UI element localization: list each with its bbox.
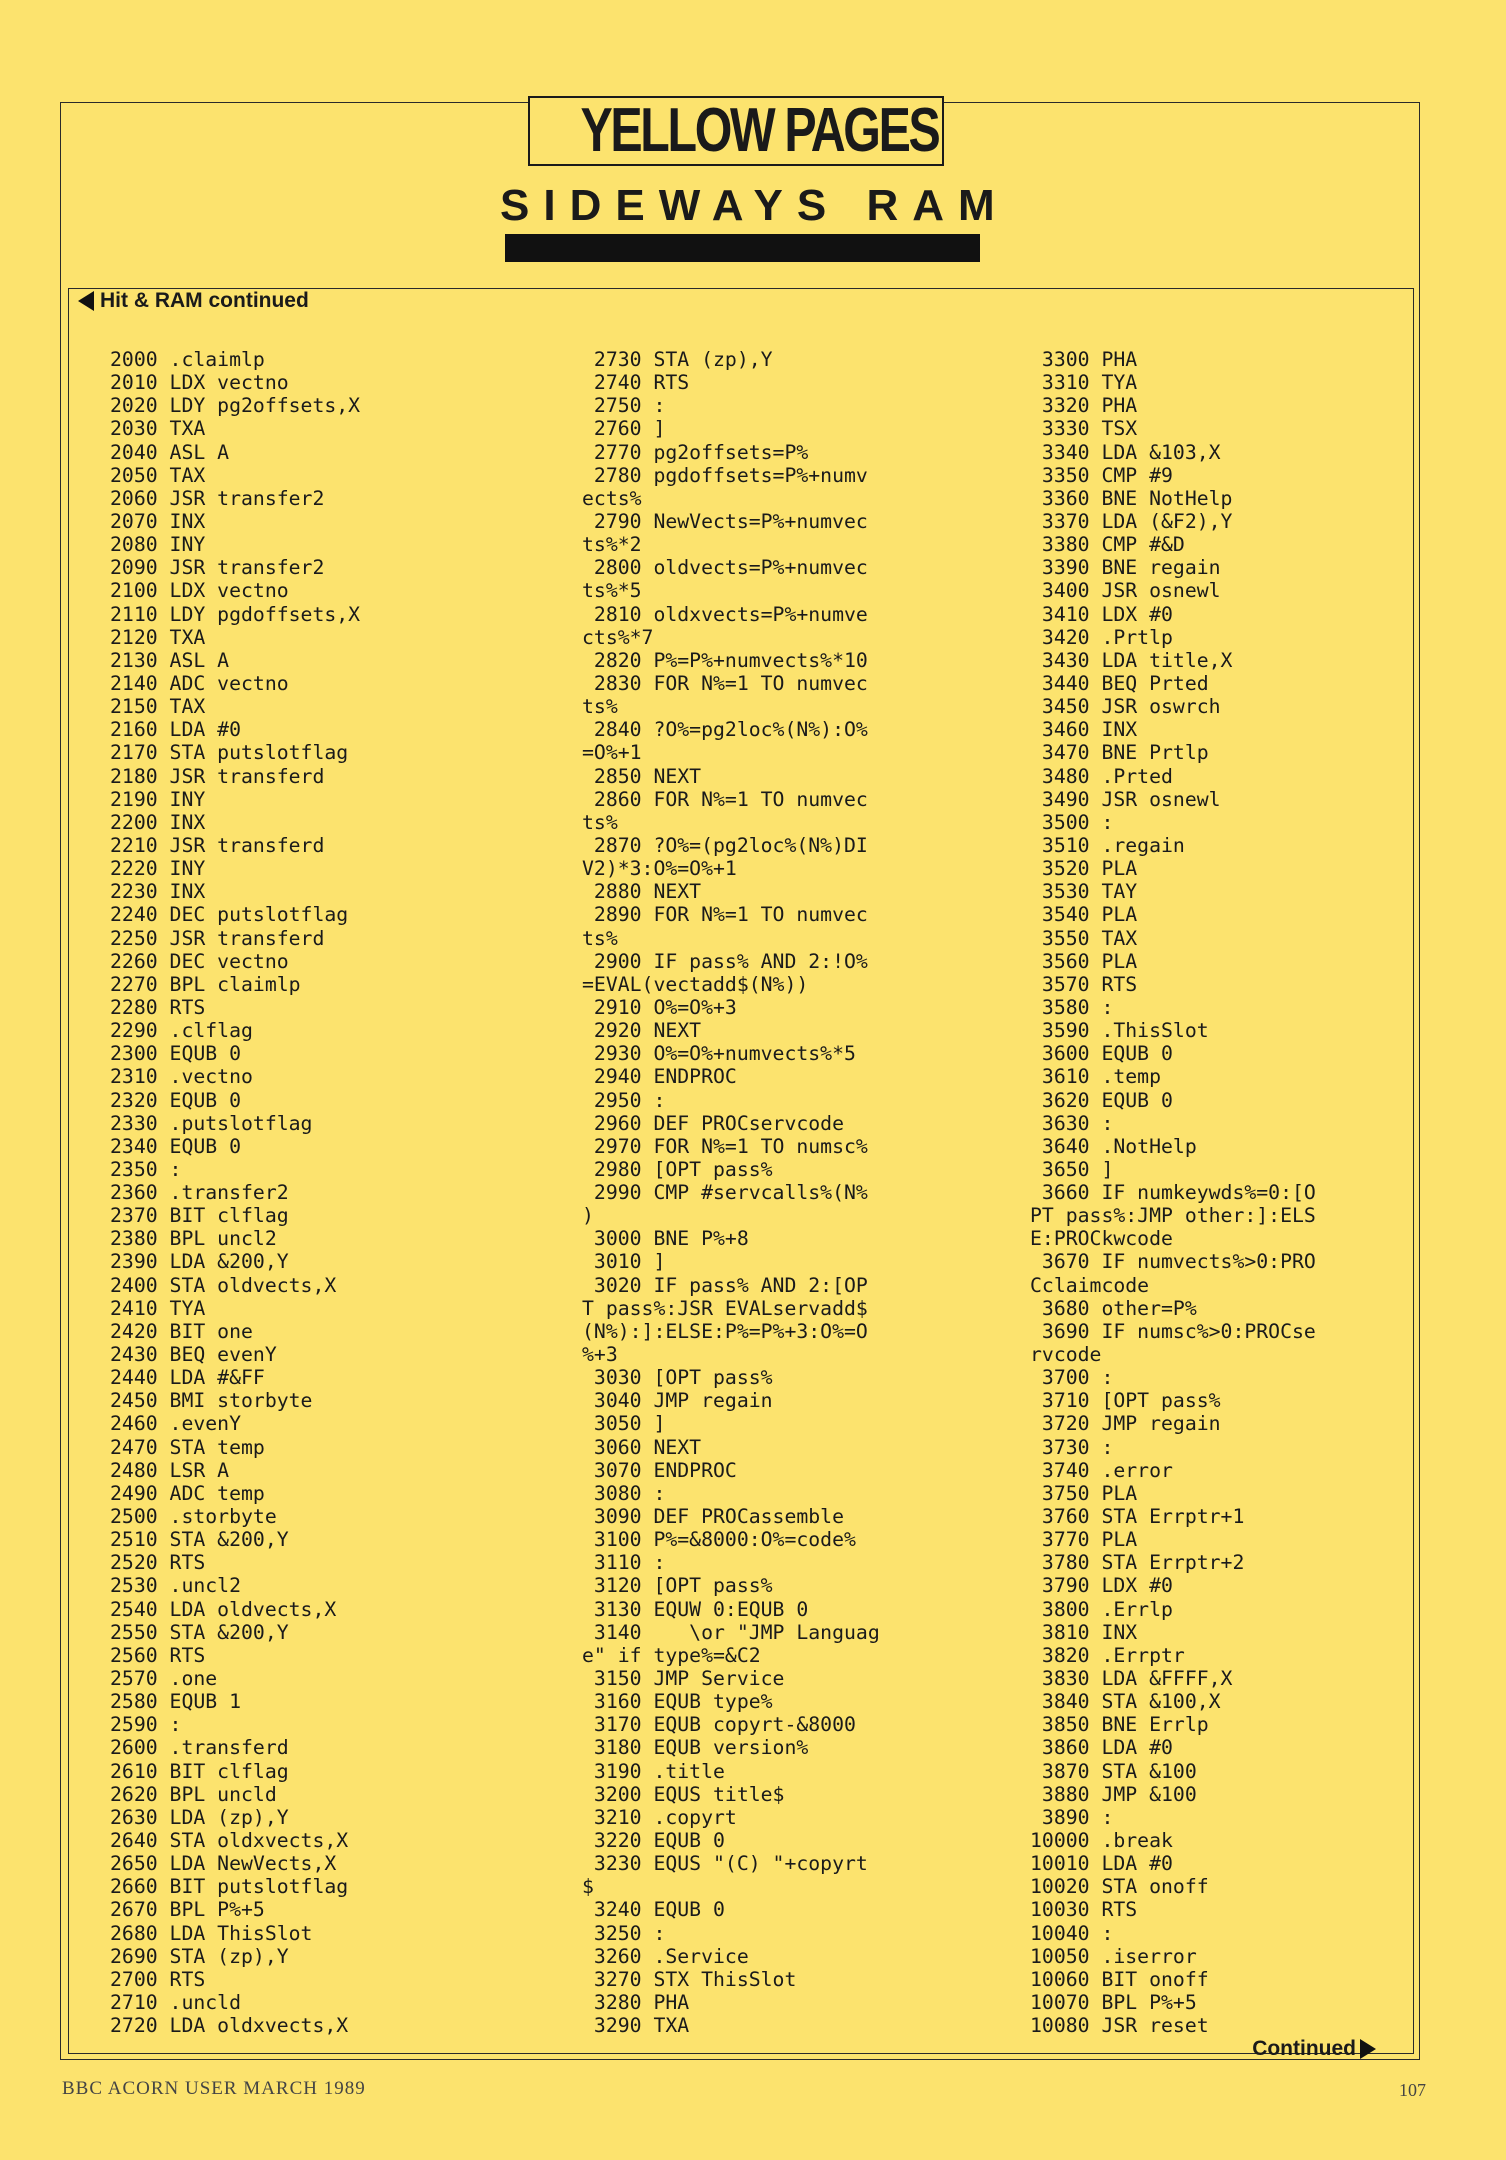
code-column-2 bbox=[582, 348, 880, 2037]
arrow-left-icon bbox=[78, 291, 94, 311]
code-line: 2880 NEXT bbox=[582, 880, 702, 904]
code-line: 2810 oldxvects=P%+numve bbox=[582, 602, 868, 626]
section-bar bbox=[505, 234, 980, 262]
code-line: 3440 BEQ Prted bbox=[1030, 671, 1209, 695]
code-line: 3680 other=P% bbox=[1030, 1296, 1197, 1320]
code-line: 2760 ] bbox=[582, 417, 666, 441]
code-line: 3560 PLA bbox=[1030, 949, 1138, 973]
code-line: 3600 EQUB 0 bbox=[1030, 1042, 1173, 1066]
code-line: 3170 EQUB copyrt-&8000 bbox=[582, 1713, 856, 1737]
code-line: 3520 PLA bbox=[1030, 857, 1138, 881]
code-line: =EVAL(vectadd$(N%)) bbox=[582, 972, 809, 996]
code-line: 2440 LDA #&FF bbox=[110, 1366, 265, 1390]
code-line: 2060 JSR transfer2 bbox=[110, 486, 325, 510]
code-line: 2660 BIT putslotflag bbox=[110, 1875, 349, 1899]
code-line: 3750 PLA bbox=[1030, 1481, 1138, 1505]
code-line: 2720 LDA oldxvects,X bbox=[110, 2014, 349, 2038]
code-line: 2830 FOR N%=1 TO numvec bbox=[582, 671, 868, 695]
code-line: 2850 NEXT bbox=[582, 764, 702, 788]
code-line: 3360 BNE NotHelp bbox=[1030, 486, 1233, 510]
code-line: 3370 LDA (&F2),Y bbox=[1030, 509, 1233, 533]
code-line: 2490 ADC temp bbox=[110, 1481, 265, 1505]
code-line: 3330 TSX bbox=[1030, 417, 1138, 441]
code-line: (N%):]:ELSE:P%=P%+3:O%=O bbox=[582, 1319, 868, 1343]
code-line: 3500 : bbox=[1030, 810, 1114, 834]
code-line: 2540 LDA oldvects,X bbox=[110, 1597, 337, 1621]
code-line: 2840 ?O%=pg2loc%(N%):O% bbox=[582, 718, 868, 742]
code-line: 3140 \or "JMP Languag bbox=[582, 1620, 880, 1644]
code-line: 2330 .putslotflag bbox=[110, 1111, 313, 1135]
code-line: 3200 EQUS title$ bbox=[582, 1782, 785, 1806]
section-title: SIDEWAYS RAM bbox=[500, 181, 1009, 230]
code-line: 3420 .Prtlp bbox=[1030, 625, 1173, 649]
code-line: 2940 ENDPROC bbox=[582, 1065, 737, 1089]
page-number: 107 bbox=[1399, 2080, 1426, 2100]
code-line: 10060 BIT onoff bbox=[1030, 1967, 1209, 1991]
code-line: 2590 : bbox=[110, 1713, 182, 1737]
code-line: 3410 LDX #0 bbox=[1030, 602, 1173, 626]
code-line: 10050 .iserror bbox=[1030, 1944, 1197, 1968]
code-line: 2790 NewVects=P%+numvec bbox=[582, 509, 868, 533]
code-line: 3890 : bbox=[1030, 1805, 1114, 1829]
code-line: 2900 IF pass% AND 2:!O% bbox=[582, 949, 868, 973]
code-line: 3760 STA Errptr+1 bbox=[1030, 1505, 1245, 1529]
code-line: %+3 bbox=[582, 1343, 618, 1367]
code-line: ts% bbox=[582, 810, 618, 834]
code-line: 3670 IF numvects%>0:PRO bbox=[1030, 1250, 1316, 1274]
code-line: rvcode bbox=[1030, 1343, 1102, 1367]
code-line: 2560 RTS bbox=[110, 1643, 206, 1667]
code-line: 2820 P%=P%+numvects%*10 bbox=[582, 648, 868, 672]
code-line: 2010 LDX vectno bbox=[110, 371, 289, 395]
masthead-title: YELLOW PAGES bbox=[580, 96, 939, 165]
code-line: 3690 IF numsc%>0:PROCse bbox=[1030, 1319, 1316, 1343]
code-line: cts%*7 bbox=[582, 625, 654, 649]
code-line: 3470 BNE Prtlp bbox=[1030, 741, 1209, 765]
code-line: 2970 FOR N%=1 TO numsc% bbox=[582, 1134, 868, 1158]
code-column-3 bbox=[1030, 348, 1316, 2037]
code-line: 3270 STX ThisSlot bbox=[582, 1967, 797, 1991]
code-line: 3570 RTS bbox=[1030, 972, 1138, 996]
code-line: 2050 TAX bbox=[110, 463, 206, 487]
code-line: 2500 .storbyte bbox=[110, 1505, 277, 1529]
code-line: 3220 EQUB 0 bbox=[582, 1829, 725, 1852]
code-line: 2910 O%=O%+3 bbox=[582, 995, 737, 1019]
code-line: 2310 .vectno bbox=[110, 1065, 253, 1089]
publication-footer: BBC ACORN USER MARCH 1989 bbox=[62, 2078, 366, 2099]
code-line: 3130 EQUW 0:EQUB 0 bbox=[582, 1597, 809, 1621]
code-line: 3050 ] bbox=[582, 1412, 666, 1436]
code-line: 3380 CMP #&D bbox=[1030, 533, 1185, 557]
code-line: 3450 JSR oswrch bbox=[1030, 695, 1221, 719]
code-line: 3430 LDA title,X bbox=[1030, 648, 1233, 672]
continued-next-label bbox=[1252, 2034, 1376, 2064]
code-line: 3610 .temp bbox=[1030, 1065, 1162, 1089]
code-line: 2100 LDX vectno bbox=[110, 579, 289, 603]
code-line: 10030 RTS bbox=[1030, 1898, 1138, 1922]
code-line: 3720 JMP regain bbox=[1030, 1412, 1221, 1436]
code-line: 2120 TXA bbox=[110, 625, 206, 649]
code-line: ts%*2 bbox=[582, 533, 642, 557]
code-line: 3770 PLA bbox=[1030, 1528, 1138, 1552]
code-line: 2700 RTS bbox=[110, 1967, 206, 1991]
code-line: 2550 STA &200,Y bbox=[110, 1620, 289, 1644]
code-line: 2640 STA oldxvects,X bbox=[110, 1829, 349, 1852]
code-line: 2410 TYA bbox=[110, 1296, 206, 1320]
code-line: 2800 oldvects=P%+numvec bbox=[582, 556, 868, 580]
arrow-right-icon bbox=[1360, 2039, 1376, 2059]
code-line: 2480 LSR A bbox=[110, 1458, 230, 1482]
code-line: 2360 .transfer2 bbox=[110, 1181, 289, 1205]
code-line: 3740 .error bbox=[1030, 1458, 1173, 1482]
code-line: =O%+1 bbox=[582, 741, 642, 765]
code-line: ) bbox=[582, 1204, 594, 1228]
code-line: 2870 ?O%=(pg2loc%(N%)DI bbox=[582, 833, 868, 857]
code-line: 2920 NEXT bbox=[582, 1019, 702, 1043]
code-line: 3190 .title bbox=[582, 1759, 725, 1783]
code-line: 10010 LDA #0 bbox=[1030, 1852, 1173, 1876]
code-line: 2780 pgdoffsets=P%+numv bbox=[582, 463, 868, 487]
code-line: 10000 .break bbox=[1030, 1829, 1173, 1852]
code-line: 3540 PLA bbox=[1030, 903, 1138, 927]
code-line: 2670 BPL P%+5 bbox=[110, 1898, 265, 1922]
code-line: 3550 TAX bbox=[1030, 926, 1138, 950]
code-line: 2520 RTS bbox=[110, 1551, 206, 1575]
code-line: 3870 STA &100 bbox=[1030, 1759, 1197, 1783]
masthead bbox=[528, 96, 944, 166]
code-line: 3300 PHA bbox=[1030, 348, 1138, 371]
continued-from-text: Hit & RAM continued bbox=[100, 289, 309, 312]
code-line: 3630 : bbox=[1030, 1111, 1114, 1135]
code-line: 10070 BPL P%+5 bbox=[1030, 1990, 1197, 2014]
code-line: 3480 .Prted bbox=[1030, 764, 1173, 788]
code-line: 3120 [OPT pass% bbox=[582, 1574, 773, 1598]
code-line: 3030 [OPT pass% bbox=[582, 1366, 773, 1390]
code-line: 3100 P%=&8000:O%=code% bbox=[582, 1528, 856, 1552]
code-line: 2690 STA (zp),Y bbox=[110, 1944, 289, 1968]
code-line: 2770 pg2offsets=P% bbox=[582, 440, 809, 464]
code-line: V2)*3:O%=O%+1 bbox=[582, 857, 737, 881]
code-line: 3230 EQUS "(C) "+copyrt bbox=[582, 1852, 868, 1876]
code-line: 3640 .NotHelp bbox=[1030, 1134, 1197, 1158]
code-line: 2750 : bbox=[582, 394, 666, 418]
code-line: 3860 LDA #0 bbox=[1030, 1736, 1173, 1760]
code-line: 3160 EQUB type% bbox=[582, 1690, 773, 1714]
code-line: 2620 BPL uncld bbox=[110, 1782, 277, 1806]
code-line: 3260 .Service bbox=[582, 1944, 749, 1968]
code-line: 2960 DEF PROCservcode bbox=[582, 1111, 845, 1135]
code-line: 3150 JMP Service bbox=[582, 1667, 785, 1691]
code-line: 2040 ASL A bbox=[110, 440, 230, 464]
code-line: 2290 .clflag bbox=[110, 1019, 253, 1043]
code-line: 2470 STA temp bbox=[110, 1435, 265, 1459]
code-line: 3590 .ThisSlot bbox=[1030, 1019, 1209, 1043]
code-line: 2080 INY bbox=[110, 533, 206, 557]
code-line: 2210 JSR transferd bbox=[110, 833, 325, 857]
code-line: ts% bbox=[582, 926, 618, 950]
code-line: 2450 BMI storbyte bbox=[110, 1389, 313, 1413]
code-line: 2250 JSR transferd bbox=[110, 926, 325, 950]
code-line: 2580 EQUB 1 bbox=[110, 1690, 242, 1714]
code-line: 3250 : bbox=[582, 1921, 666, 1945]
code-line: PT pass%:JMP other:]:ELS bbox=[1030, 1204, 1316, 1228]
code-line: 3180 EQUB version% bbox=[582, 1736, 809, 1760]
code-line: 2510 STA &200,Y bbox=[110, 1528, 289, 1552]
code-line: 10040 : bbox=[1030, 1921, 1114, 1945]
code-line: 3650 ] bbox=[1030, 1157, 1114, 1181]
code-line: 2400 STA oldvects,X bbox=[110, 1273, 337, 1297]
code-line: 10020 STA onoff bbox=[1030, 1875, 1209, 1899]
code-line: 2990 CMP #servcalls%(N% bbox=[582, 1181, 868, 1205]
code-line: 2270 BPL claimlp bbox=[110, 972, 301, 996]
code-line: 2180 JSR transferd bbox=[110, 764, 325, 788]
code-line: 2130 ASL A bbox=[110, 648, 230, 672]
code-line: 3510 .regain bbox=[1030, 833, 1185, 857]
code-line: 2630 LDA (zp),Y bbox=[110, 1805, 289, 1829]
code-line: 3460 INX bbox=[1030, 718, 1138, 742]
code-line: 3790 LDX #0 bbox=[1030, 1574, 1173, 1598]
code-line: 2230 INX bbox=[110, 880, 206, 904]
code-line: 2650 LDA NewVects,X bbox=[110, 1852, 337, 1876]
code-line: 10080 JSR reset bbox=[1030, 2014, 1209, 2038]
code-line: 2890 FOR N%=1 TO numvec bbox=[582, 903, 868, 927]
code-line: 2740 RTS bbox=[582, 371, 690, 395]
code-line: 2930 O%=O%+numvects%*5 bbox=[582, 1042, 856, 1066]
code-line: 2600 .transferd bbox=[110, 1736, 289, 1760]
code-line: 2280 RTS bbox=[110, 995, 206, 1019]
code-line: 3210 .copyrt bbox=[582, 1805, 737, 1829]
code-line: 2340 EQUB 0 bbox=[110, 1134, 242, 1158]
code-line: 3340 LDA &103,X bbox=[1030, 440, 1221, 464]
code-line: 3490 JSR osnewl bbox=[1030, 787, 1221, 811]
code-line: 2730 STA (zp),Y bbox=[582, 348, 773, 371]
code-line: 3710 [OPT pass% bbox=[1030, 1389, 1221, 1413]
code-line: 2030 TXA bbox=[110, 417, 206, 441]
code-line: 2530 .uncl2 bbox=[110, 1574, 242, 1598]
code-line: 2020 LDY pg2offsets,X bbox=[110, 394, 361, 418]
code-line: 2350 : bbox=[110, 1157, 182, 1181]
code-line: 3310 TYA bbox=[1030, 371, 1138, 395]
code-line: 3320 PHA bbox=[1030, 394, 1138, 418]
code-line: 3240 EQUB 0 bbox=[582, 1898, 725, 1922]
continued-from-label bbox=[78, 286, 309, 316]
code-line: 3830 LDA &FFFF,X bbox=[1030, 1667, 1233, 1691]
code-line: 2320 EQUB 0 bbox=[110, 1088, 242, 1112]
code-line: 3880 JMP &100 bbox=[1030, 1782, 1197, 1806]
code-line: 3530 TAY bbox=[1030, 880, 1138, 904]
code-line: 2710 .uncld bbox=[110, 1990, 242, 2014]
code-line: 2190 INY bbox=[110, 787, 206, 811]
code-line: ts% bbox=[582, 695, 618, 719]
code-line: 2610 BIT clflag bbox=[110, 1759, 289, 1783]
code-line: 3850 BNE Errlp bbox=[1030, 1713, 1209, 1737]
code-line: 2170 STA putslotflag bbox=[110, 741, 349, 765]
code-line: 2370 BIT clflag bbox=[110, 1204, 289, 1228]
code-line: 3800 .Errlp bbox=[1030, 1597, 1173, 1621]
code-line: e" if type%=&C2 bbox=[582, 1643, 761, 1667]
code-line: 3700 : bbox=[1030, 1366, 1114, 1390]
code-line: 3350 CMP #9 bbox=[1030, 463, 1173, 487]
code-line: 2680 LDA ThisSlot bbox=[110, 1921, 313, 1945]
code-line: 3280 PHA bbox=[582, 1990, 690, 2014]
code-line: 2000 .claimlp bbox=[110, 348, 265, 371]
code-line: T pass%:JSR EVALservadd$ bbox=[582, 1296, 868, 1320]
code-line: 2140 ADC vectno bbox=[110, 671, 289, 695]
code-line: 3780 STA Errptr+2 bbox=[1030, 1551, 1245, 1575]
code-line: 2430 BEQ evenY bbox=[110, 1343, 277, 1367]
code-line: 2090 JSR transfer2 bbox=[110, 556, 325, 580]
code-line: 3080 : bbox=[582, 1481, 666, 1505]
code-line: 2200 INX bbox=[110, 810, 206, 834]
code-line: 3070 ENDPROC bbox=[582, 1458, 737, 1482]
code-line: 3660 IF numkeywds%=0:[O bbox=[1030, 1181, 1316, 1205]
continued-next-text: Continued bbox=[1252, 2037, 1356, 2060]
code-line: 3390 BNE regain bbox=[1030, 556, 1221, 580]
code-line: 3580 : bbox=[1030, 995, 1114, 1019]
code-line: 2160 LDA #0 bbox=[110, 718, 242, 742]
code-line: 2420 BIT one bbox=[110, 1319, 253, 1343]
code-line: $ bbox=[582, 1875, 594, 1899]
code-line: 3040 JMP regain bbox=[582, 1389, 773, 1413]
code-line: 2300 EQUB 0 bbox=[110, 1042, 242, 1066]
code-line: Cclaimcode bbox=[1030, 1273, 1150, 1297]
code-line: 2150 TAX bbox=[110, 695, 206, 719]
code-line: ts%*5 bbox=[582, 579, 642, 603]
code-column-1 bbox=[110, 348, 360, 2037]
code-line: 3290 TXA bbox=[582, 2014, 690, 2038]
code-line: 2240 DEC putslotflag bbox=[110, 903, 349, 927]
code-line: 3730 : bbox=[1030, 1435, 1114, 1459]
code-line: 3620 EQUB 0 bbox=[1030, 1088, 1173, 1112]
code-line: 2460 .evenY bbox=[110, 1412, 242, 1436]
code-line: 3840 STA &100,X bbox=[1030, 1690, 1221, 1714]
code-line: 3060 NEXT bbox=[582, 1435, 702, 1459]
code-line: 2980 [OPT pass% bbox=[582, 1157, 773, 1181]
code-line: 3820 .Errptr bbox=[1030, 1643, 1185, 1667]
code-line: 3110 : bbox=[582, 1551, 666, 1575]
code-line: 2380 BPL uncl2 bbox=[110, 1227, 277, 1251]
code-line: 2860 FOR N%=1 TO numvec bbox=[582, 787, 868, 811]
code-line: 2950 : bbox=[582, 1088, 666, 1112]
code-line: ects% bbox=[582, 486, 642, 510]
code-line: 3020 IF pass% AND 2:[OP bbox=[582, 1273, 868, 1297]
code-line: 3010 ] bbox=[582, 1250, 666, 1274]
code-line: 3090 DEF PROCassemble bbox=[582, 1505, 845, 1529]
code-line: 2110 LDY pgdoffsets,X bbox=[110, 602, 361, 626]
code-line: 2260 DEC vectno bbox=[110, 949, 289, 973]
code-line: 3810 INX bbox=[1030, 1620, 1138, 1644]
code-line: 3000 BNE P%+8 bbox=[582, 1227, 749, 1251]
code-line: E:PROCkwcode bbox=[1030, 1227, 1173, 1251]
code-line: 2220 INY bbox=[110, 857, 206, 881]
code-line: 3400 JSR osnewl bbox=[1030, 579, 1221, 603]
code-line: 2390 LDA &200,Y bbox=[110, 1250, 289, 1274]
code-line: 2070 INX bbox=[110, 509, 206, 533]
code-line: 2570 .one bbox=[110, 1667, 218, 1691]
